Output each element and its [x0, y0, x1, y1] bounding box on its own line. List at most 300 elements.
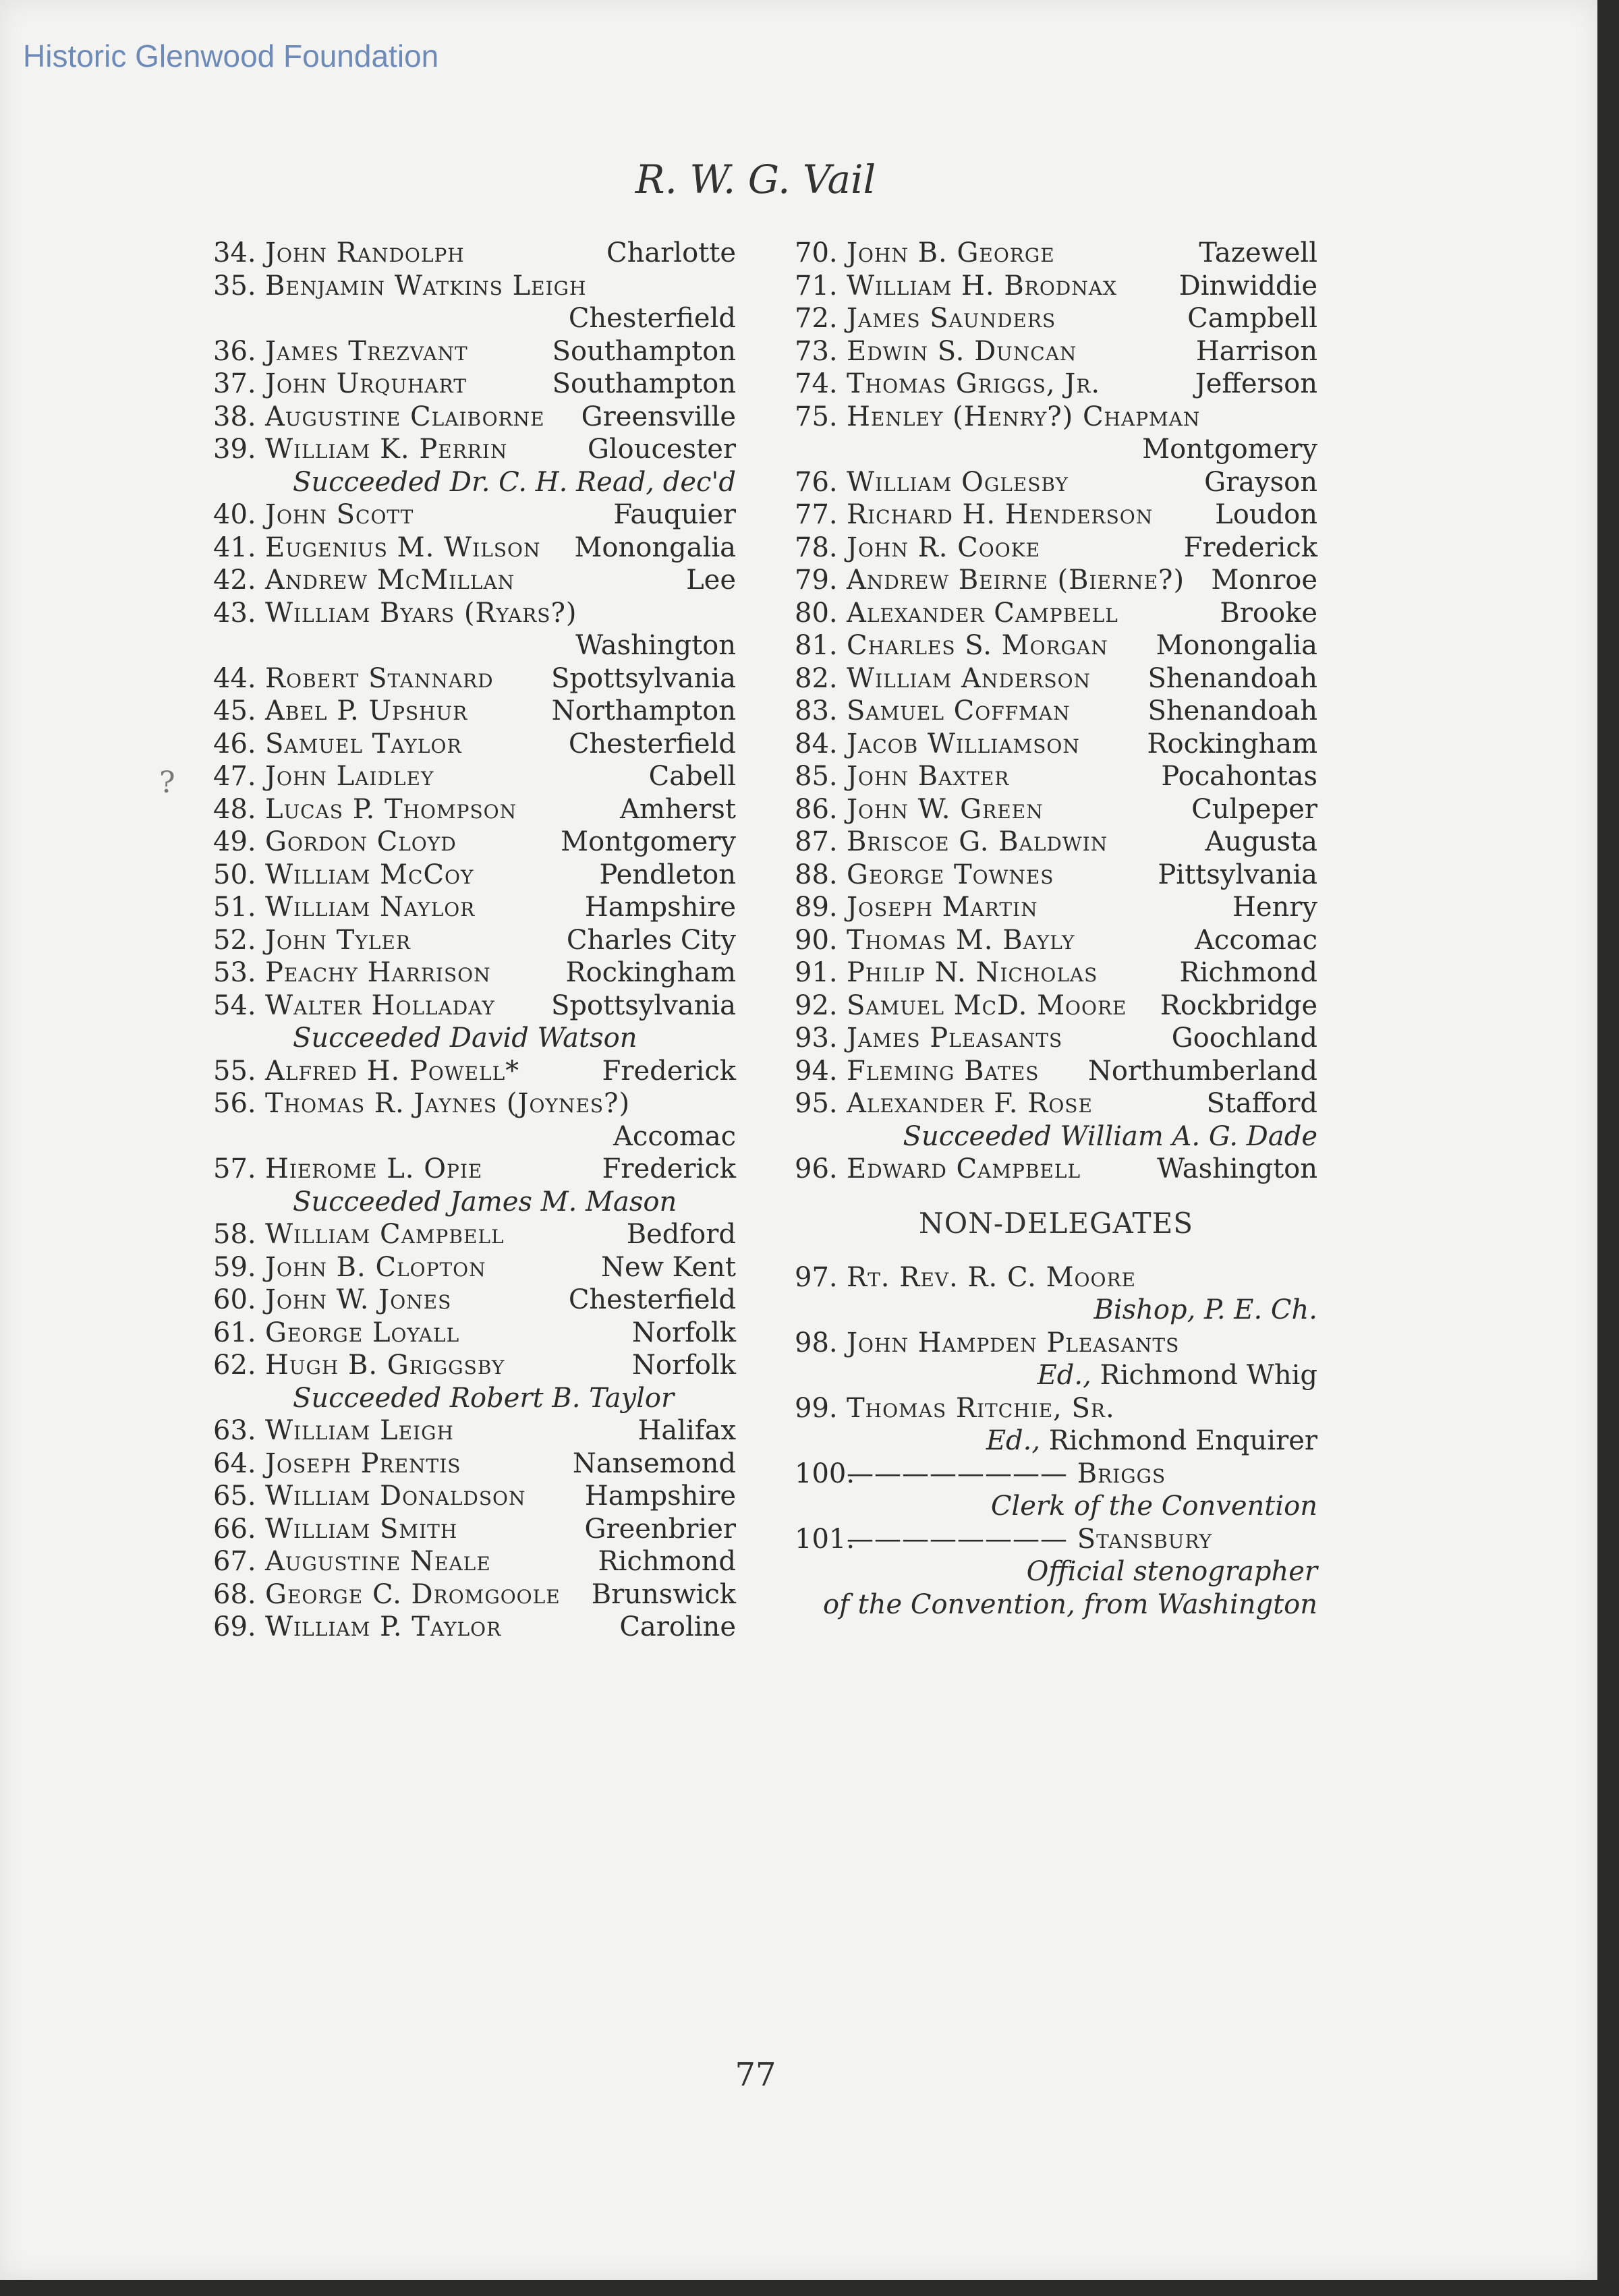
list-item: [795, 1360, 1317, 1393]
entry-county: Spottsylvania: [550, 662, 736, 694]
entry-name: Hugh B. Griggsby: [265, 1350, 505, 1381]
entry-county: Cabell: [648, 761, 736, 792]
entry-number: 67.: [213, 1546, 256, 1577]
list-item: [795, 990, 1317, 1023]
entry-name: Joseph Martin: [847, 892, 1038, 923]
entry-number: 60.: [213, 1284, 256, 1315]
entry-number: 84.: [795, 728, 838, 759]
list-item: [213, 1219, 736, 1252]
entry-number: 35.: [213, 270, 256, 302]
entry-name: John W. Jones: [265, 1284, 452, 1315]
entry-name: Robert Stannard: [265, 662, 494, 694]
list-item: [213, 957, 736, 990]
entry-note: Succeeded James M. Mason: [293, 1186, 677, 1217]
entry-county: Spottsylvania: [550, 989, 736, 1021]
list-item: [213, 1350, 736, 1383]
entry-name: Charles S. Morgan: [847, 630, 1108, 661]
entry-name: Samuel McD. Moore: [847, 989, 1127, 1021]
left-column: [213, 237, 736, 1644]
page-number: 77: [735, 2056, 776, 2094]
list-item: [795, 565, 1317, 598]
list-item: [213, 532, 736, 565]
entry-name: John Tyler: [265, 924, 411, 956]
list-item: [795, 237, 1317, 270]
entry-name: James Saunders: [847, 303, 1056, 334]
list-item: [213, 565, 736, 598]
list-item: [213, 925, 736, 958]
list-item: [795, 467, 1317, 500]
entry-number: 79.: [795, 565, 838, 596]
list-item: [795, 957, 1317, 990]
list-item: [795, 1589, 1317, 1622]
entry-number: 94.: [795, 1055, 838, 1087]
entry-name: Gordon Cloyd: [265, 826, 457, 857]
entry-note-title: Ed.,: [986, 1425, 1041, 1456]
entry-name: Eugenius M. Wilson: [265, 532, 541, 563]
list-item: [795, 368, 1317, 401]
list-item: [795, 1491, 1317, 1524]
entry-name: Alexander Campbell: [847, 597, 1118, 629]
entry-county: Augusta: [1205, 826, 1317, 857]
list-item: [213, 630, 736, 663]
entry-county: Brunswick: [591, 1578, 736, 1610]
list-item: [795, 663, 1317, 696]
list-item: [795, 434, 1317, 467]
entry-number: 45.: [213, 695, 256, 726]
list-item: [213, 1153, 736, 1186]
entry-county: Gloucester: [587, 434, 736, 465]
entry-name: William Naylor: [265, 892, 476, 923]
list-item: [213, 270, 736, 304]
list-item: [795, 1393, 1317, 1426]
entry-county: Accomac: [613, 1120, 736, 1152]
entry-name: Walter Holladay: [265, 989, 495, 1021]
entry-name: Andrew Beirne (Bierne?): [847, 565, 1185, 596]
list-item: [213, 467, 736, 500]
list-item: [213, 1186, 736, 1219]
entry-county: Washington: [575, 630, 736, 661]
list-item: [213, 303, 736, 336]
entry-number: 39.: [213, 434, 256, 465]
list-item: [213, 663, 736, 696]
entry-county: Charlotte: [606, 237, 736, 268]
entry-number: 40.: [213, 499, 256, 530]
list-item: [795, 1088, 1317, 1121]
entry-number: 38.: [213, 401, 256, 432]
entry-name: Edwin S. Duncan: [847, 335, 1077, 367]
entry-county: Halifax: [637, 1415, 736, 1446]
entry-number: 65.: [213, 1481, 256, 1512]
entry-number: 47.: [213, 761, 256, 792]
entry-name: James Pleasants: [847, 1023, 1063, 1054]
list-item: [795, 499, 1317, 532]
list-item: [213, 598, 736, 631]
entry-name: William Leigh: [265, 1415, 454, 1446]
entry-number: 99.: [795, 1392, 838, 1424]
entry-county: Charles City: [566, 924, 736, 956]
entry-number: 92.: [795, 989, 838, 1021]
entry-number: 56.: [213, 1088, 256, 1119]
entry-note-title: Ed.,: [1037, 1360, 1091, 1391]
entry-number: 61.: [213, 1317, 256, 1348]
entry-number: 44.: [213, 662, 256, 694]
entry-note: Succeeded Robert B. Taylor: [293, 1382, 675, 1414]
list-item: [795, 1121, 1317, 1154]
entry-number: 96.: [795, 1153, 838, 1184]
entry-name: John Laidley: [265, 761, 434, 792]
entry-name: Henley (Henry?) Chapman: [847, 401, 1201, 432]
entry-county: Norfolk: [631, 1350, 736, 1381]
entry-name: Alfred H. Powell*: [265, 1055, 520, 1087]
entry-number: 55.: [213, 1055, 256, 1087]
entry-number: 73.: [795, 335, 838, 367]
list-item: [213, 859, 736, 892]
entry-name: George C. Dromgoole: [265, 1578, 561, 1610]
entry-name: William Smith: [265, 1513, 458, 1545]
list-item: [795, 1524, 1317, 1557]
entry-number: 48.: [213, 793, 256, 825]
entry-number: 46.: [213, 728, 256, 759]
entry-name: Jacob Williamson: [847, 728, 1080, 759]
list-item: [213, 695, 736, 728]
list-item: [213, 761, 736, 794]
entry-number: 75.: [795, 401, 838, 432]
entry-county: Campbell: [1187, 303, 1317, 334]
entry-county: Monongalia: [574, 532, 736, 563]
entry-name: William H. Brodnax: [847, 270, 1117, 302]
list-item: [213, 728, 736, 762]
entry-county: Shenandoah: [1147, 695, 1317, 726]
entry-number: 101.: [795, 1523, 855, 1555]
entry-note: Official stenographer: [1026, 1556, 1317, 1587]
entry-county: Goochland: [1171, 1023, 1317, 1054]
entry-county: Hampshire: [584, 1481, 736, 1512]
entry-name: Alexander F. Rose: [847, 1088, 1093, 1119]
entry-name: John R. Cooke: [847, 532, 1041, 563]
entry-county: Norfolk: [631, 1317, 736, 1348]
entry-note: Clerk of the Convention: [990, 1491, 1317, 1522]
list-item: [213, 1252, 736, 1285]
entry-name: Fleming Bates: [847, 1055, 1040, 1087]
list-item: [213, 1448, 736, 1481]
entry-number: 74.: [795, 368, 838, 399]
entry-name: John Scott: [265, 499, 414, 530]
entry-number: 64.: [213, 1447, 256, 1479]
entry-county: Pittsylvania: [1158, 859, 1317, 890]
entry-number: 98.: [795, 1327, 838, 1358]
entry-number: 59.: [213, 1251, 256, 1283]
entry-name: Peachy Harrison: [265, 957, 491, 988]
entry-name: Augustine Neale: [265, 1546, 491, 1577]
entry-county: Henry: [1232, 892, 1317, 923]
entry-county: Richmond: [598, 1546, 736, 1577]
entry-number: 69.: [213, 1611, 256, 1642]
entry-note: [1038, 1360, 1317, 1391]
list-item: [795, 630, 1317, 663]
entry-name: Thomas M. Bayly: [847, 924, 1075, 956]
entry-number: 89.: [795, 892, 838, 923]
entry-county: Grayson: [1204, 466, 1317, 498]
entry-number: 52.: [213, 924, 256, 956]
entry-note: Succeeded William A. G. Dade: [903, 1120, 1317, 1152]
list-item: [795, 1153, 1317, 1186]
list-item: [213, 401, 736, 434]
entry-county: Tazewell: [1199, 237, 1317, 268]
entry-county: Chesterfield: [568, 728, 736, 759]
list-item: [213, 1579, 736, 1612]
entry-county: Nansemond: [572, 1447, 736, 1479]
entry-number: 87.: [795, 826, 838, 857]
entry-name: ———————— Stansbury: [847, 1523, 1213, 1555]
entry-name: Andrew McMillan: [265, 565, 515, 596]
list-item: [795, 1556, 1317, 1589]
list-item: [795, 270, 1317, 304]
entry-name: Rt. Rev. R. C. Moore: [847, 1261, 1136, 1293]
list-item: [213, 826, 736, 859]
list-item: [795, 401, 1317, 434]
entry-name: John B. Clopton: [265, 1251, 486, 1283]
entry-name: John W. Green: [847, 793, 1044, 825]
entry-county: Lee: [686, 565, 736, 596]
entry-county: Montgomery: [561, 826, 736, 857]
entry-number: 76.: [795, 466, 838, 498]
entry-name: Joseph Prentis: [265, 1447, 461, 1479]
section-heading: NON-DELEGATES: [918, 1206, 1194, 1240]
entry-county: Rockbridge: [1160, 989, 1317, 1021]
entry-county: Southampton: [552, 368, 736, 399]
list-item: [795, 1425, 1317, 1458]
list-item: [213, 892, 736, 925]
entry-name: Samuel Taylor: [265, 728, 462, 759]
entry-note-text: Richmond Enquirer: [1040, 1425, 1317, 1456]
entry-county: Chesterfield: [568, 1284, 736, 1315]
entry-county: Culpeper: [1191, 793, 1317, 825]
list-item: [795, 598, 1317, 631]
entry-county: Brooke: [1220, 597, 1317, 629]
list-item: [213, 1611, 736, 1644]
entry-county: Northumberland: [1087, 1055, 1317, 1087]
margin-mark: ?: [159, 766, 175, 800]
entry-county: Harrison: [1195, 335, 1317, 367]
entry-number: 51.: [213, 892, 256, 923]
entry-name: Thomas R. Jaynes (Joynes?): [265, 1088, 631, 1119]
entry-county: Montgomery: [1142, 434, 1317, 465]
entry-note-text: Richmond Whig: [1091, 1360, 1317, 1391]
entry-number: 78.: [795, 532, 838, 563]
list-item: [213, 1088, 736, 1121]
list-item: [795, 695, 1317, 728]
list-item: [795, 532, 1317, 565]
list-item: [213, 1514, 736, 1547]
entry-name: William K. Perrin: [265, 434, 508, 465]
entry-county: Frederick: [1183, 532, 1317, 563]
list-item: [795, 1327, 1317, 1360]
right-column: [795, 237, 1317, 1621]
entry-name: Philip N. Nicholas: [847, 957, 1098, 988]
list-item: [213, 990, 736, 1023]
entry-name: John Randolph: [265, 237, 465, 268]
list-item: [213, 1056, 736, 1089]
list-item: [795, 1294, 1317, 1327]
entry-note: Bishop, P. E. Ch.: [1093, 1294, 1317, 1325]
entry-number: 93.: [795, 1023, 838, 1054]
entry-county: Dinwiddie: [1178, 270, 1317, 302]
entry-note: Succeeded David Watson: [293, 1023, 637, 1054]
entry-county: Northampton: [551, 695, 736, 726]
list-item: [213, 434, 736, 467]
entry-number: 49.: [213, 826, 256, 857]
entry-county: Jefferson: [1195, 368, 1317, 399]
entry-county: Rockingham: [1147, 728, 1317, 759]
entry-name: William McCoy: [265, 859, 474, 890]
list-item: [795, 303, 1317, 336]
entry-number: 42.: [213, 565, 256, 596]
entry-number: 85.: [795, 761, 838, 792]
entry-county: Monongalia: [1156, 630, 1317, 661]
entry-name: Briscoe G. Baldwin: [847, 826, 1108, 857]
entry-name: Hierome L. Opie: [265, 1153, 483, 1184]
entry-county: Frederick: [602, 1055, 736, 1087]
entry-county: Loudon: [1215, 499, 1317, 530]
entry-number: 88.: [795, 859, 838, 890]
entry-number: 80.: [795, 597, 838, 629]
watermark: Historic Glenwood Foundation: [23, 38, 439, 74]
list-item: [795, 1056, 1317, 1089]
entry-county: Pendleton: [599, 859, 736, 890]
list-item: [213, 237, 736, 270]
entry-name: William P. Taylor: [265, 1611, 502, 1642]
entry-name: William Oglesby: [847, 466, 1069, 498]
entry-name: William Campbell: [265, 1219, 505, 1250]
entry-note: [986, 1425, 1317, 1456]
entry-county: Accomac: [1195, 924, 1317, 956]
list-item: [213, 1481, 736, 1514]
entry-county: Fauquier: [613, 499, 736, 530]
entry-name: John Hampden Pleasants: [847, 1327, 1180, 1358]
list-item: [795, 1023, 1317, 1056]
entry-number: 70.: [795, 237, 838, 268]
entry-number: 91.: [795, 957, 838, 988]
list-item: [795, 1458, 1317, 1491]
list-item: [213, 1415, 736, 1448]
entry-number: 53.: [213, 957, 256, 988]
entry-name: Samuel Coffman: [847, 695, 1071, 726]
list-item: [213, 368, 736, 401]
list-item: [213, 1284, 736, 1317]
entry-name: George Loyall: [265, 1317, 460, 1348]
entry-name: Thomas Griggs, Jr.: [847, 368, 1101, 399]
entry-name: John Urquhart: [265, 368, 467, 399]
list-item: [795, 1262, 1317, 1295]
entry-county: Monroe: [1211, 565, 1317, 596]
entry-county: Caroline: [619, 1611, 736, 1642]
entry-county: Chesterfield: [568, 303, 736, 334]
entry-number: 97.: [795, 1261, 838, 1293]
entry-number: 41.: [213, 532, 256, 563]
list-item: [213, 499, 736, 532]
entry-name: Benjamin Watkins Leigh: [265, 270, 587, 302]
list-item: [213, 794, 736, 827]
entry-number: 68.: [213, 1578, 256, 1610]
entry-name: ———————— Briggs: [847, 1458, 1166, 1489]
list-item: [795, 892, 1317, 925]
list-item: [795, 794, 1317, 827]
entry-number: 37.: [213, 368, 256, 399]
entry-number: 63.: [213, 1415, 256, 1446]
entry-name: Lucas P. Thompson: [265, 793, 517, 825]
entry-county: Frederick: [602, 1153, 736, 1184]
entry-name: William Anderson: [847, 662, 1091, 694]
entry-name: Augustine Claiborne: [265, 401, 545, 432]
entry-county: Bedford: [626, 1219, 736, 1250]
entry-note: Succeeded Dr. C. H. Read, dec'd: [293, 466, 737, 498]
entry-number: 62.: [213, 1350, 256, 1381]
entry-county: Greenbrier: [584, 1513, 736, 1545]
list-item: [795, 728, 1317, 762]
entry-number: 58.: [213, 1219, 256, 1250]
entry-name: Abel P. Upshur: [265, 695, 468, 726]
entry-number: 66.: [213, 1513, 256, 1545]
entry-name: William Byars (Ryars?): [265, 597, 577, 629]
entry-number: 100.: [795, 1458, 855, 1489]
entry-county: Richmond: [1179, 957, 1317, 988]
entry-county: Southampton: [552, 335, 736, 367]
entry-county: Amherst: [620, 793, 736, 825]
entry-name: John Baxter: [847, 761, 1010, 792]
entry-county: Washington: [1157, 1153, 1317, 1184]
entry-name: George Townes: [847, 859, 1054, 890]
entry-name: Richard H. Henderson: [847, 499, 1154, 530]
entry-number: 71.: [795, 270, 838, 302]
list-item: [795, 859, 1317, 892]
list-item: [795, 826, 1317, 859]
entry-name: Thomas Ritchie, Sr.: [847, 1392, 1115, 1424]
list-item: [795, 761, 1317, 794]
list-item: [795, 925, 1317, 958]
entry-county: Shenandoah: [1147, 662, 1317, 694]
entry-note: of the Convention, from Washington: [823, 1588, 1317, 1620]
list-item: [795, 336, 1317, 369]
entry-number: 50.: [213, 859, 256, 890]
entry-number: 43.: [213, 597, 256, 629]
entry-number: 90.: [795, 924, 838, 956]
entry-number: 34.: [213, 237, 256, 268]
page-title: R. W. G. Vail: [635, 156, 876, 202]
list-item: [213, 1121, 736, 1154]
entry-number: 95.: [795, 1088, 838, 1119]
entry-number: 54.: [213, 989, 256, 1021]
entry-number: 81.: [795, 630, 838, 661]
entry-county: Stafford: [1206, 1088, 1317, 1119]
entry-number: 82.: [795, 662, 838, 694]
list-item: [213, 1023, 736, 1056]
entry-county: Greensville: [581, 401, 736, 432]
entry-county: Pocahontas: [1161, 761, 1317, 792]
entry-number: 77.: [795, 499, 838, 530]
entry-number: 86.: [795, 793, 838, 825]
entry-name: John B. George: [847, 237, 1055, 268]
entry-name: James Trezvant: [265, 335, 468, 367]
list-item: [213, 1546, 736, 1579]
entry-number: 72.: [795, 303, 838, 334]
list-item: [213, 1317, 736, 1350]
entry-number: 36.: [213, 335, 256, 367]
list-item: [213, 336, 736, 369]
entry-name: Edward Campbell: [847, 1153, 1081, 1184]
list-item: [213, 1383, 736, 1416]
entry-number: 57.: [213, 1153, 256, 1184]
entry-number: 83.: [795, 695, 838, 726]
